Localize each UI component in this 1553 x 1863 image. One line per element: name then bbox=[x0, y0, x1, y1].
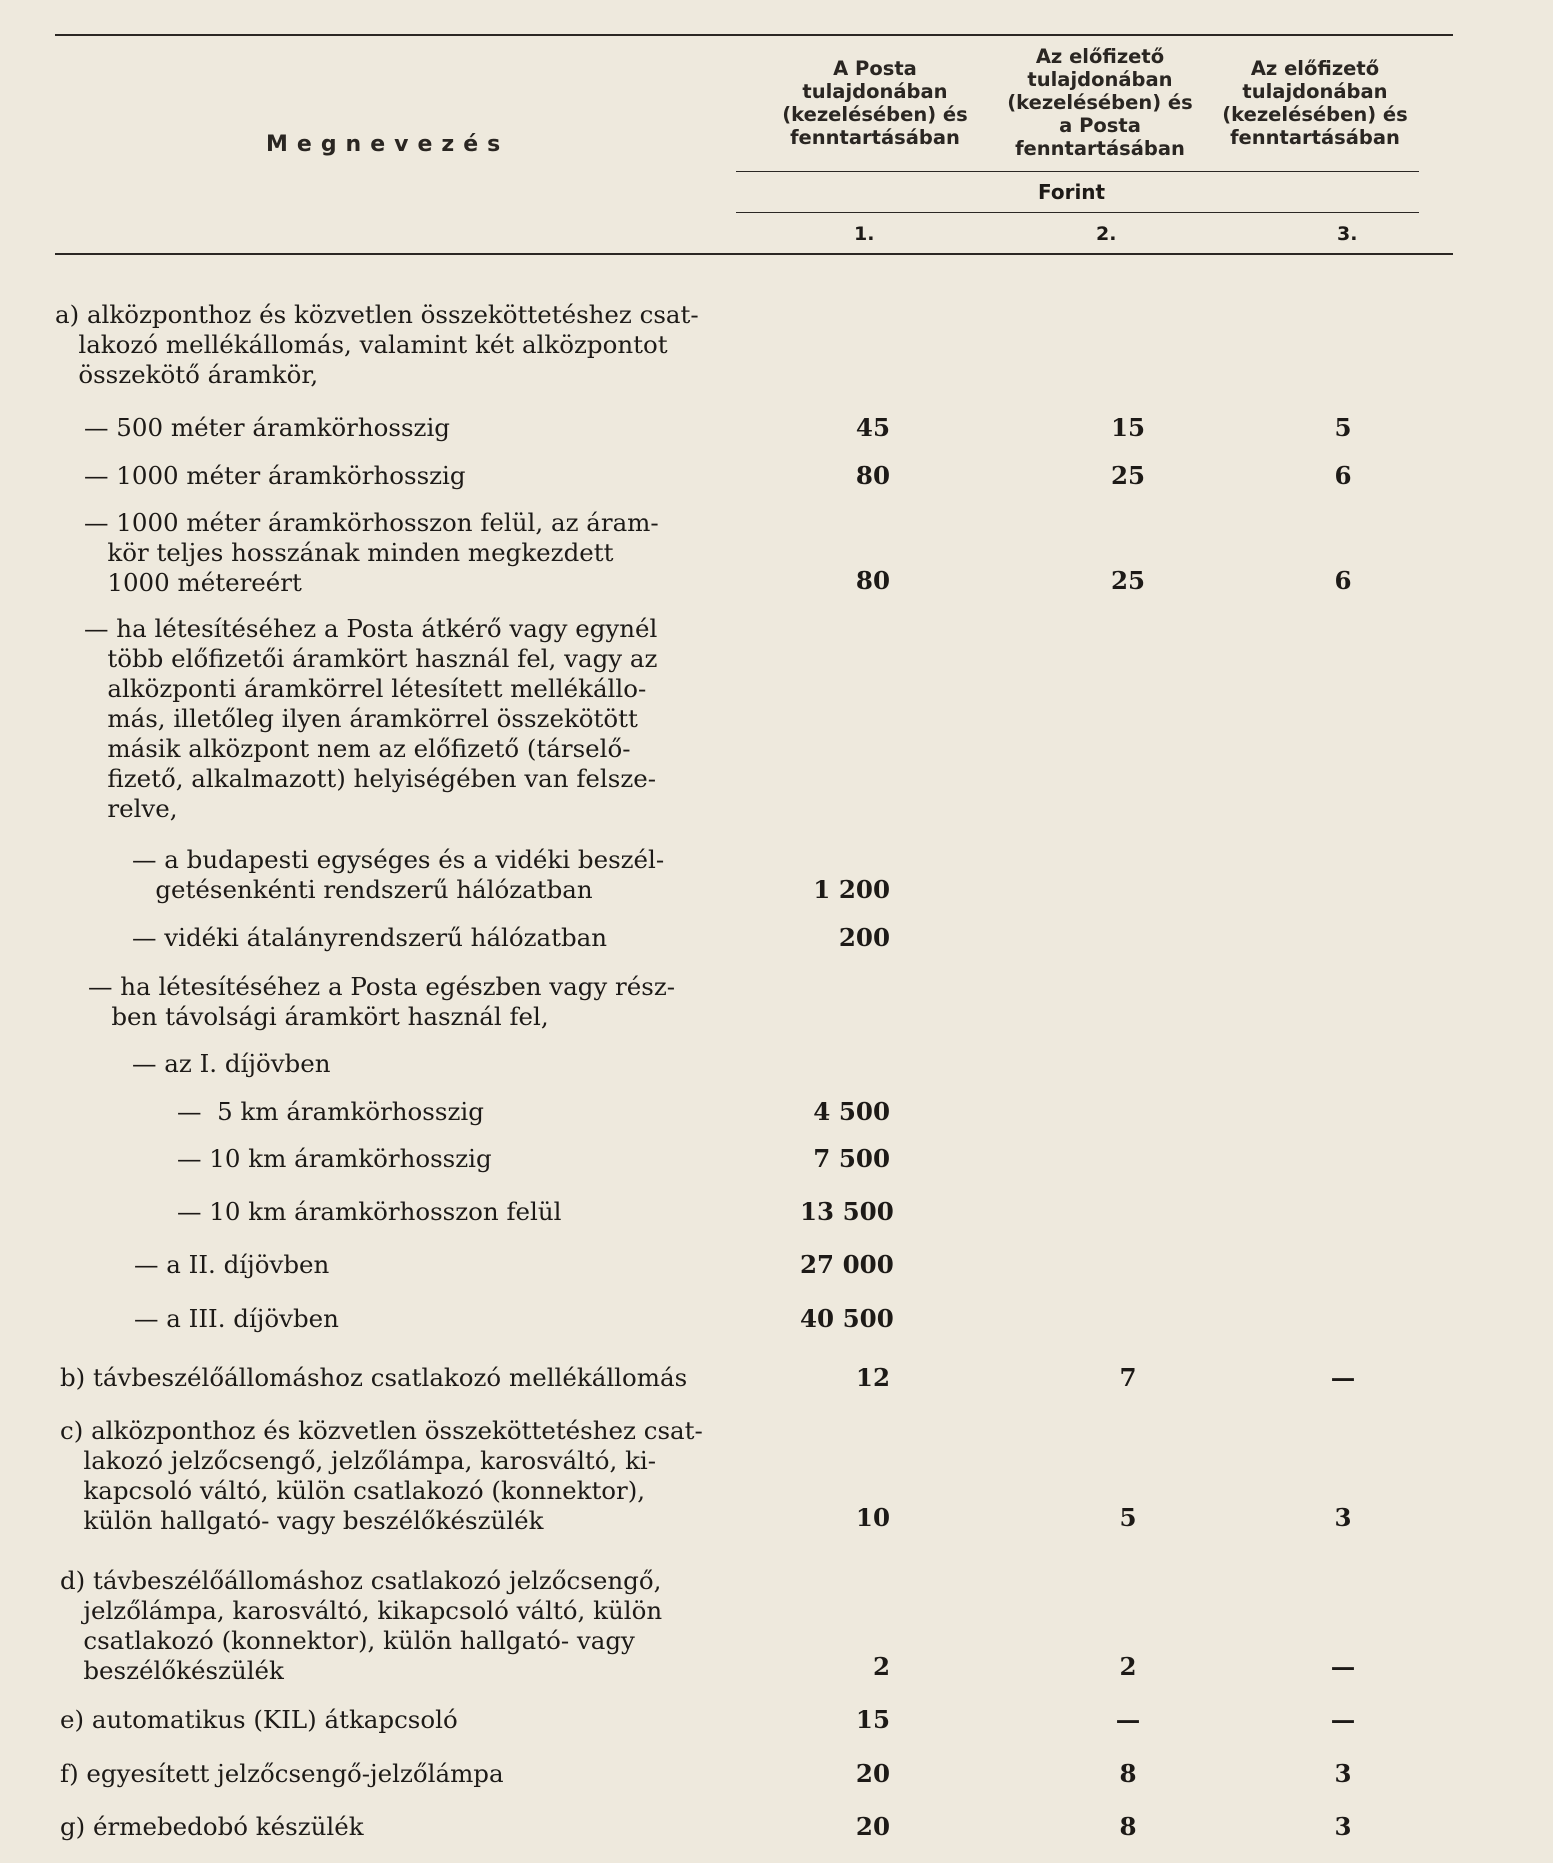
row-value-col1: 10 bbox=[855, 1503, 890, 1532]
row-value-col1: 80 bbox=[855, 461, 890, 490]
row-desc: — ha létesítéséhez a Posta egészben vagy rész- ben távolsági áramkört használ fel, bbox=[88, 972, 676, 1031]
header-col3: Az előfizető tulajdonában (kezelésében) és fenntartásában bbox=[1222, 57, 1408, 149]
row-value-col1: 80 bbox=[855, 566, 890, 595]
row-desc-a: a) alközponthoz és közvetlen összeköttetéshez csat- lakozó mellékállomás, valamint két alközpontot összekötő áramkör, bbox=[55, 300, 699, 389]
row-value-col1: 1 200 bbox=[813, 875, 890, 904]
row-value-col1: 7 500 bbox=[813, 1144, 890, 1173]
row-desc: — 5 km áramkörhosszig bbox=[177, 1097, 484, 1126]
row-value-col2: 2 bbox=[1119, 1652, 1137, 1681]
row-value-col3: — bbox=[1330, 1363, 1356, 1392]
row-desc-e: e) automatikus (KIL) átkapcsoló bbox=[60, 1705, 458, 1734]
row-value-col3: 5 bbox=[1334, 413, 1352, 442]
row-value-col3: 6 bbox=[1334, 461, 1352, 490]
row-value-col3: — bbox=[1330, 1705, 1356, 1734]
header-unit: Forint bbox=[1038, 180, 1106, 204]
row-desc: — a III. díjövben bbox=[134, 1304, 339, 1333]
row-value-col3: — bbox=[1330, 1652, 1356, 1681]
row-value-col1: 200 bbox=[838, 923, 890, 952]
row-value-col2: 15 bbox=[1110, 413, 1146, 442]
row-value-col2: 8 bbox=[1119, 1759, 1137, 1788]
row-desc-b: b) távbeszélőállomáshoz csatlakozó mellékállomás bbox=[60, 1363, 688, 1392]
row-value-col2: 7 bbox=[1119, 1363, 1137, 1392]
row-desc-d: d) távbeszélőállomáshoz csatlakozó jelzőcsengő, jelzőlámpa, karosváltó, kikapcsoló váltó, külön csatlakozó (konnektor), külön hallgató- vagy beszélőkészülék bbox=[60, 1566, 663, 1685]
row-value-col1: 4 500 bbox=[813, 1097, 890, 1126]
row-value-col1: 12 bbox=[855, 1363, 890, 1392]
row-value-col1: 40 500 bbox=[800, 1304, 894, 1333]
row-desc: — 10 km áramkörhosszon felül bbox=[177, 1197, 562, 1226]
row-desc-c: c) alközponthoz és közvetlen összeköttetéshez csat- lakozó jelzőcsengő, jelzőlámpa, karosváltó, ki- kapcsoló váltó, külön csatlakozó (konnektor), külön hallgató- vagy beszélőkészülék bbox=[60, 1416, 703, 1535]
row-value-col3: 3 bbox=[1334, 1759, 1352, 1788]
row-value-col3: 6 bbox=[1334, 566, 1352, 595]
row-value-col1: 15 bbox=[855, 1705, 890, 1734]
row-desc: — a budapesti egységes és a vidéki beszél- getésenkénti rendszerű hálózatban bbox=[132, 845, 665, 904]
row-desc-f: f) egyesített jelzőcsengő-jelzőlámpa bbox=[60, 1759, 504, 1788]
row-value-col2: 8 bbox=[1119, 1812, 1137, 1841]
row-desc: — a II. díjövben bbox=[134, 1250, 330, 1279]
row-desc: — az I. díjövben bbox=[132, 1049, 331, 1078]
row-desc: — 10 km áramkörhosszig bbox=[177, 1144, 492, 1173]
header-num1: 1. bbox=[854, 223, 875, 245]
row-value-col1: 45 bbox=[855, 413, 890, 442]
row-desc-g: g) érmebedobó készülék bbox=[60, 1812, 364, 1841]
header-num2: 2. bbox=[1096, 223, 1117, 245]
row-desc: — 500 méter áramkörhosszig bbox=[84, 413, 450, 442]
row-value-col2: 25 bbox=[1110, 461, 1146, 490]
row-value-col3: 3 bbox=[1334, 1503, 1352, 1532]
row-value-col2: 25 bbox=[1110, 566, 1146, 595]
header-megnevezes: Megnevezés bbox=[266, 132, 510, 157]
forint-bottom-rule bbox=[736, 212, 1419, 213]
header-bottom-rule bbox=[55, 253, 1453, 255]
row-value-col2: 5 bbox=[1119, 1503, 1137, 1532]
row-value-col2: — bbox=[1115, 1705, 1141, 1734]
row-value-col1: 20 bbox=[855, 1812, 890, 1841]
row-value-col3: 3 bbox=[1334, 1812, 1352, 1841]
header-col2: Az előfizető tulajdonában (kezelésében) és a Posta fenntartásában bbox=[1007, 45, 1193, 160]
top-rule bbox=[55, 34, 1453, 36]
row-desc: — 1000 méter áramkörhosszon felül, az áram- kör teljes hosszának minden megkezdett 1000 métereért bbox=[84, 508, 659, 597]
forint-top-rule bbox=[736, 171, 1419, 172]
row-desc: — 1000 méter áramkörhosszig bbox=[84, 461, 466, 490]
row-value-col1: 20 bbox=[855, 1759, 890, 1788]
row-value-col1: 2 bbox=[872, 1652, 890, 1681]
row-value-col1: 27 000 bbox=[800, 1250, 894, 1279]
row-desc: — vidéki átalányrendszerű hálózatban bbox=[132, 923, 608, 952]
row-desc: — ha létesítéséhez a Posta átkérő vagy egynél több előfizetői áramkört használ fel, vagy az alközponti áramkörrel létesített mellékállo- más, illetőleg ilyen áramkörrel összekötött másik alközpont nem az előfizető (társelő- fizető, alkalmazott) helyiségében van felsze- relve, bbox=[84, 614, 658, 823]
header-col1: A Posta tulajdonában (kezelésében) és fenntartásában bbox=[782, 57, 968, 149]
header-num3: 3. bbox=[1337, 223, 1358, 245]
row-value-col1: 13 500 bbox=[800, 1197, 894, 1226]
